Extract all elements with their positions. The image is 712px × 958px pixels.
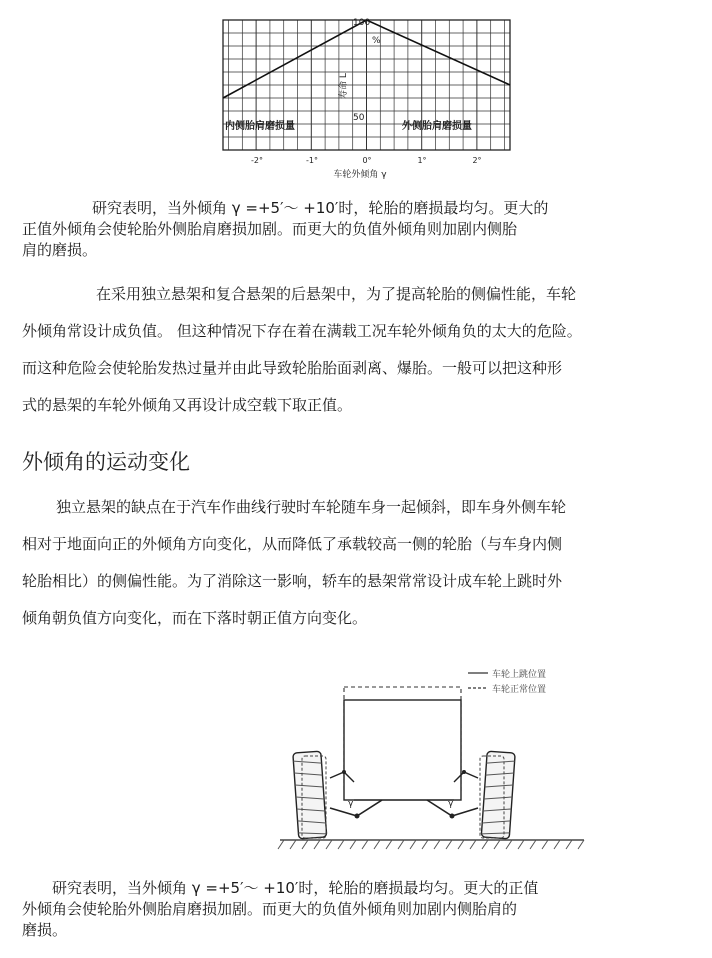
paragraph-4-line: 外倾角会使轮胎外侧胎肩磨损加剧。而更大的负值外倾角则加剧内侧胎肩的	[22, 900, 518, 918]
left-lower-arm	[330, 800, 382, 816]
paragraph-2-line: 外倾角常设计成负值。 但这种情况下存在着在满载工况车轮外倾角负的太大的危险。	[22, 322, 582, 340]
paragraph-3	[22, 489, 692, 637]
paragraph-4-line: 研究表明，当外倾角 γ =+5′～ +10′时，轮胎的磨损最均匀。更大的正值	[52, 879, 539, 897]
chart-xtick-p2: 2°	[472, 156, 482, 165]
car-body-jounce	[344, 700, 461, 800]
chart-ytick-50: 50	[353, 113, 365, 123]
chart-xtick-m2: -2°	[251, 156, 263, 165]
paragraph-2	[22, 276, 692, 424]
paragraph-2-line: 而这种危险会使轮胎发热过量并由此导致轮胎胎面剥离、爆胎。一般可以把这种形	[22, 359, 563, 377]
paragraph-1-line: 正值外倾角会使轮胎外侧胎肩磨损加剧。而更大的负值外倾角则加剧内侧胎	[22, 220, 518, 238]
joint	[355, 814, 360, 819]
legend-solid-label: 车轮上跳位置	[492, 670, 547, 680]
paragraph-2-line: 式的悬架的车轮外倾角又再设计成空载下取正值。	[22, 396, 353, 414]
chart-region-right-label: 外侧胎肩磨损量	[402, 121, 472, 132]
camber-life-chart	[212, 12, 522, 182]
camber-angle-label-right: γ	[448, 799, 454, 809]
paragraph-1-line: 肩的磨损。	[22, 241, 98, 259]
chart-xtick-0: 0°	[362, 156, 372, 165]
joint	[342, 770, 346, 774]
chart-region-left-label: 内侧胎肩磨损量	[225, 121, 295, 132]
paragraph-3-line: 相对于地面向正的外倾角方向变化，从而降低了承载较高一侧的轮胎（与车身内侧	[22, 535, 563, 553]
left-wheel	[293, 751, 327, 839]
paragraph-3-line: 独立悬架的缺点在于汽车作曲线行驶时车轮随车身一起倾斜，即车身外侧车轮	[56, 498, 567, 516]
right-wheel	[481, 751, 515, 839]
paragraph-1-line: 研究表明，当外倾角 γ =+5′～ +10′时，轮胎的磨损最均匀。更大的	[92, 199, 549, 217]
paragraph-3-line: 轮胎相比）的侧偏性能。为了消除这一影响，轿车的悬架常常设计成车轮上跳时外	[22, 572, 563, 590]
joint	[462, 770, 466, 774]
chart-ylabel: 寿命 L	[339, 73, 349, 99]
chart-ytick-100: 100	[353, 18, 371, 28]
camber-angle-label-left: γ	[348, 799, 354, 809]
paragraph-2-line: 在采用独立悬架和复合悬架的后悬架中，为了提高轮胎的侧偏性能，车轮	[96, 285, 577, 303]
section-heading: 外倾角的运动变化	[22, 450, 190, 474]
chart-xtick-p1: 1°	[417, 156, 427, 165]
joint	[450, 814, 455, 819]
paragraph-1	[22, 198, 692, 261]
legend-dashed-label: 车轮正常位置	[492, 685, 547, 695]
paragraph-4	[22, 878, 692, 941]
chart-peak-label: %	[372, 36, 381, 46]
paragraph-4-line: 磨损。	[22, 921, 68, 939]
paragraph-3-line: 倾角朝负值方向变化，而在下落时朝正值方向变化。	[22, 609, 368, 627]
ground-hatch	[278, 840, 584, 849]
chart-xlabel: 车轮外倾角 γ	[333, 170, 387, 180]
suspension-diagram	[272, 660, 592, 860]
chart-xtick-m1: -1°	[306, 156, 318, 165]
